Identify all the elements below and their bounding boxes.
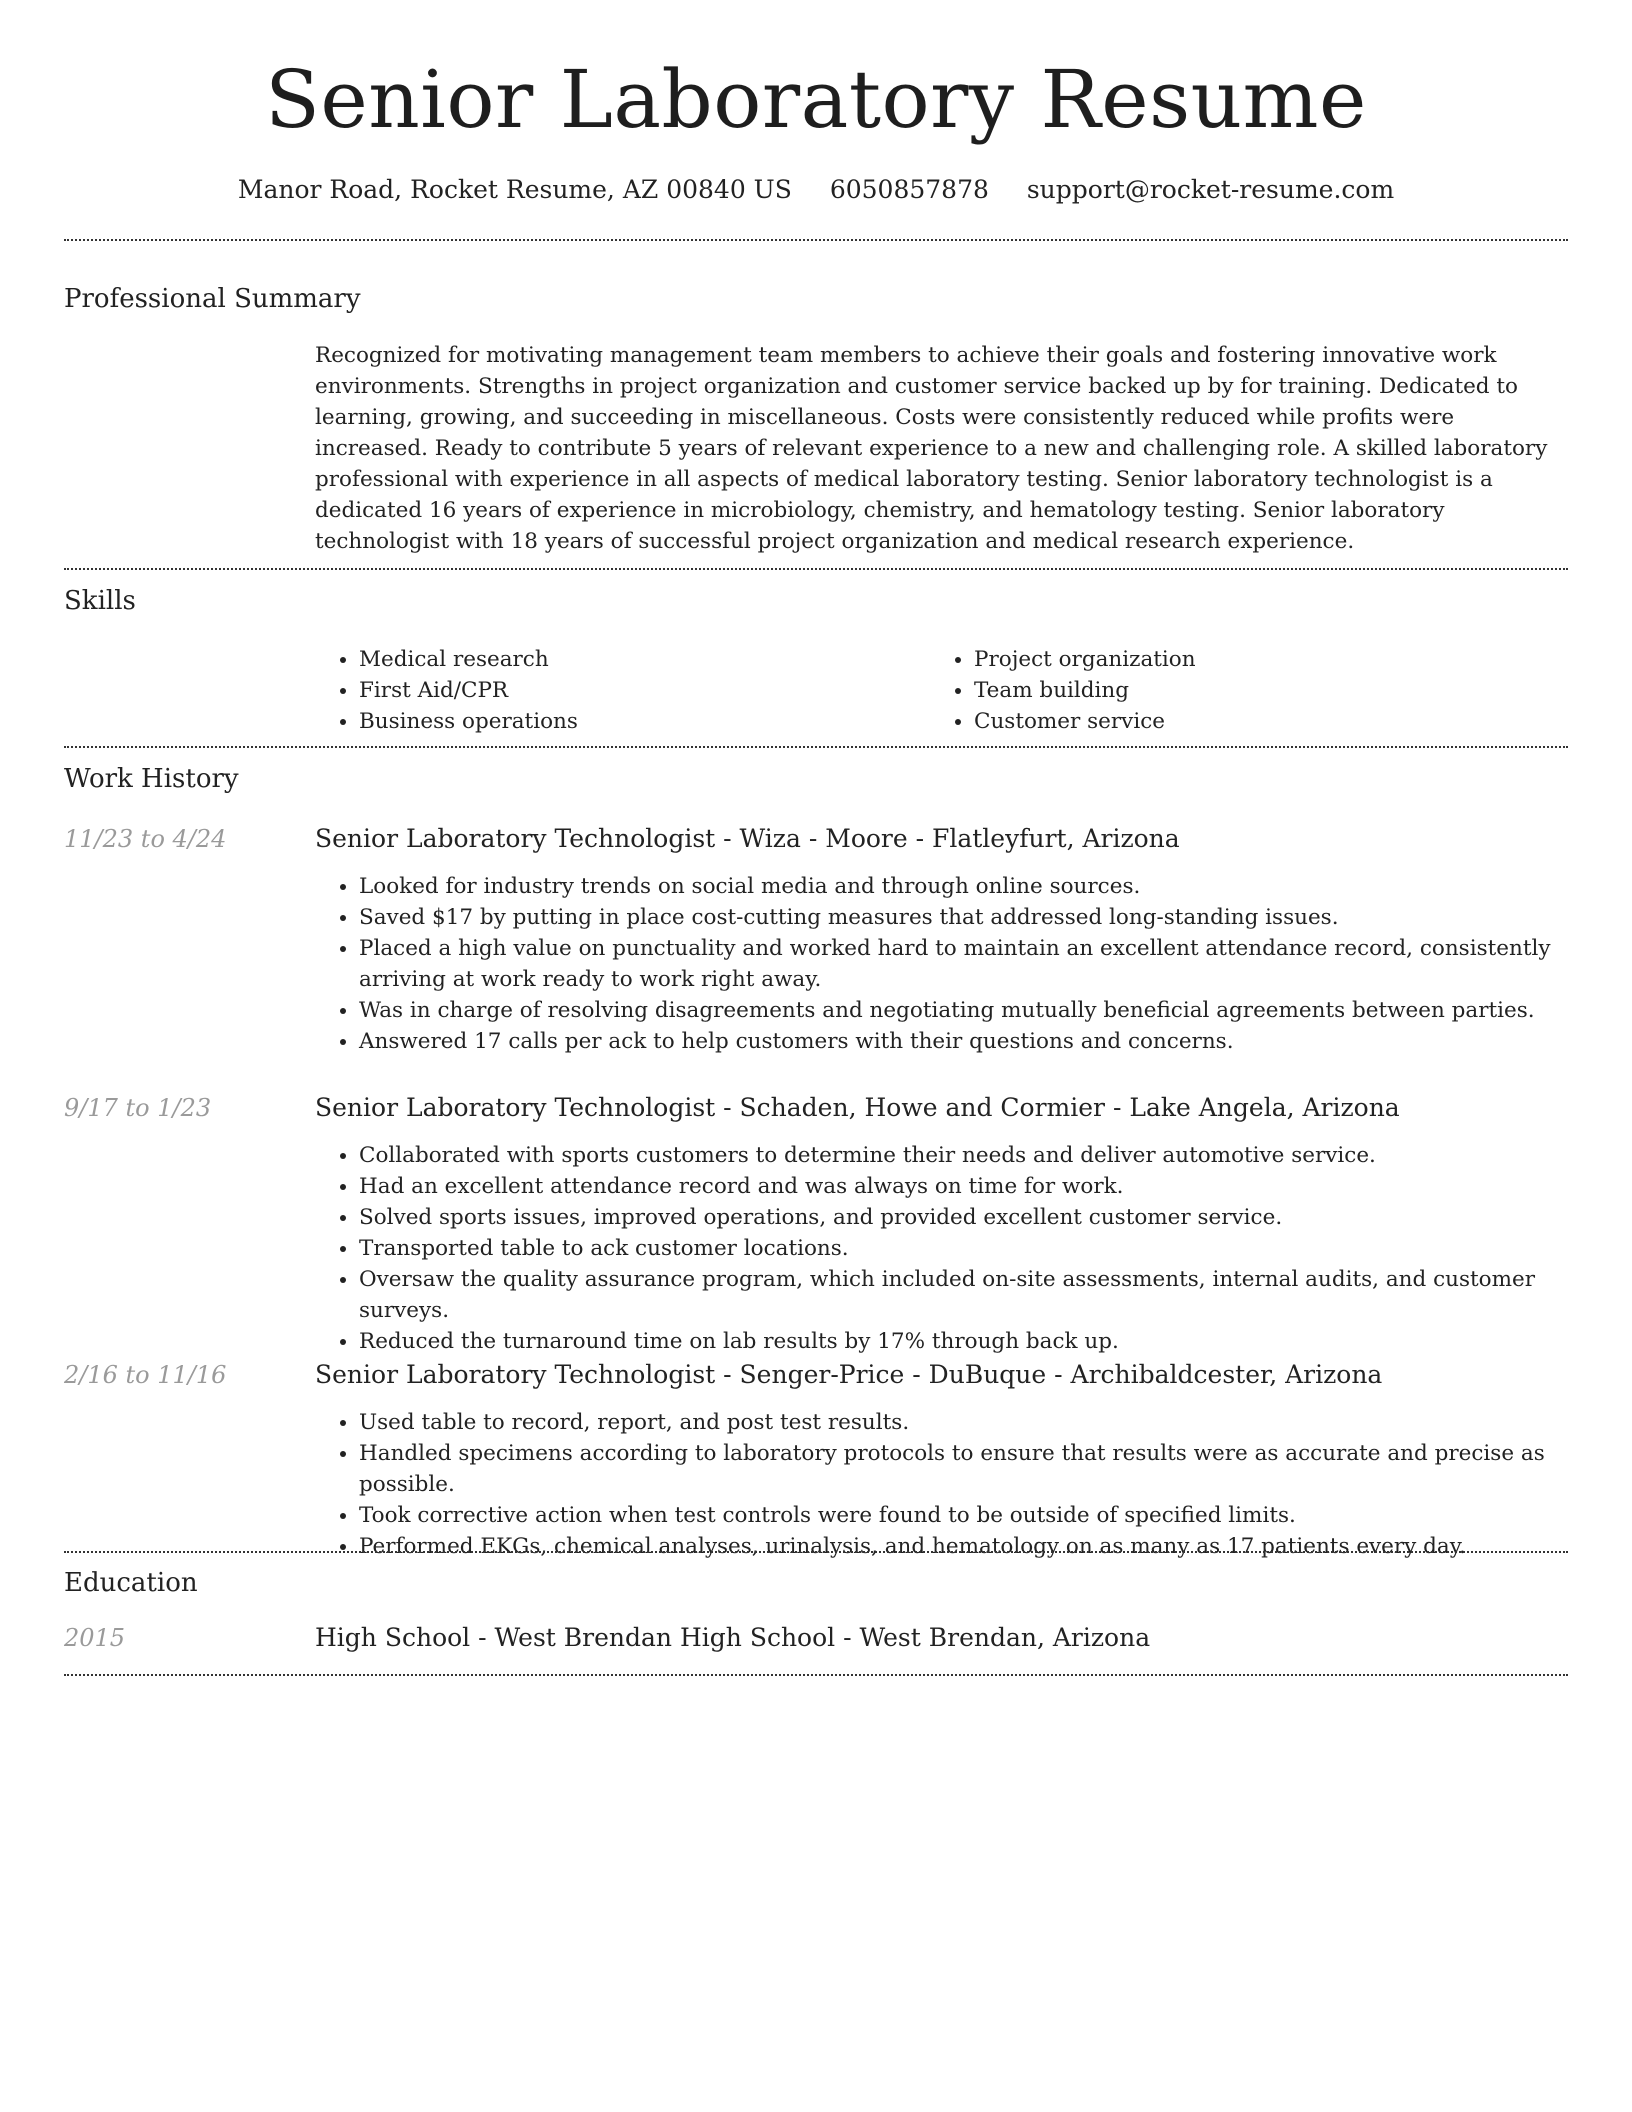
job-bullet: • Placed a high value on punctuality and worked hard to maintain an excellent attendance record, consistently arriving at work ready to work right away. — [359, 933, 1570, 995]
divider — [64, 239, 1568, 241]
job-bullet: • Collaborated with sports customers to determine their needs and deliver automotive service. — [359, 1140, 1570, 1171]
divider — [64, 1674, 1568, 1676]
job-title: Senior Laboratory Technologist - Schaden, Howe and Cormier - Lake Angela, Arizona — [315, 1093, 1400, 1122]
skills-heading: Skills — [64, 586, 136, 616]
job-dates: 11/23 to 4/24 — [64, 825, 227, 853]
divider — [64, 746, 1568, 748]
job-bullet: • Used table to record, report, and post test results. — [359, 1407, 1570, 1438]
email-text: support@rocket-resume.com — [1026, 175, 1395, 204]
skill-item: • Medical research — [359, 644, 578, 675]
summary-heading: Professional Summary — [64, 284, 361, 314]
job-bullet: • Performed EKGs, chemical analyses, urinalysis, and hematology on as many as 17 patients every day. — [359, 1531, 1570, 1562]
job-bullet: • Saved $17 by putting in place cost-cutting measures that addressed long-standing issues. — [359, 902, 1570, 933]
divider — [64, 1551, 1568, 1553]
skill-item: • Team building — [974, 675, 1196, 706]
skills-column-2 — [930, 644, 1196, 737]
contact-line — [0, 170, 1632, 210]
job-bullet: • Took corrective action when test controls were found to be outside of specified limits. — [359, 1500, 1570, 1531]
job-dates: 9/17 to 1/23 — [64, 1094, 212, 1122]
job-bullet: • Looked for industry trends on social media and through online sources. — [359, 871, 1570, 902]
phone-text: 6050857878 — [829, 175, 989, 204]
skill-item: • First Aid/CPR — [359, 675, 578, 706]
education-dates: 2015 — [64, 1624, 126, 1652]
divider — [64, 568, 1568, 570]
job-bullets — [315, 1140, 1570, 1357]
job-title: Senior Laboratory Technologist - Wiza - Moore - Flatleyfurt, Arizona — [315, 824, 1180, 853]
job-bullet: • Handled specimens according to laboratory protocols to ensure that results were as accurate and precise as possible. — [359, 1438, 1570, 1500]
skill-item: • Customer service — [974, 706, 1196, 737]
education-heading: Education — [64, 1568, 198, 1598]
job-bullets — [315, 871, 1570, 1057]
job-bullet: • Had an excellent attendance record and was always on time for work. — [359, 1171, 1570, 1202]
work-history-heading: Work History — [64, 764, 239, 794]
education-title: High School - West Brendan High School - West Brendan, Arizona — [315, 1623, 1151, 1652]
skill-item: • Project organization — [974, 644, 1196, 675]
job-bullet: • Was in charge of resolving disagreements and negotiating mutually beneficial agreements between parties. — [359, 995, 1570, 1026]
job-bullet: • Reduced the turnaround time on lab results by 17% through back up. — [359, 1326, 1570, 1357]
page-title: Senior Laboratory Resume — [265, 53, 1367, 146]
job-bullets — [315, 1407, 1570, 1562]
summary-text: Recognized for motivating management team members to achieve their goals and fostering innovative work environments. Strengths in project organization and customer service backed up by for training. Dedicated to learning, growing, and succeeding in miscellaneous. Costs were consistently reduced while profits were increased. Ready to contribute 5 years of relevant experience to a new and challenging role. A skilled laboratory professional with experience in all aspects of medical laboratory testing. Senior laboratory technologist is a dedicated 16 years of experience in microbiology, chemistry, and hematology testing. Senior laboratory technologist with 18 years of successful project organization and medical research experience. — [315, 343, 1548, 554]
address-text: Manor Road, Rocket Resume, AZ 00840 US — [237, 175, 792, 204]
job-bullet: • Solved sports issues, improved operations, and provided excellent customer service. — [359, 1202, 1570, 1233]
job-title: Senior Laboratory Technologist - Senger-Price - DuBuque - Archibaldcester, Arizona — [315, 1360, 1383, 1389]
skills-column-1 — [315, 644, 578, 737]
job-bullet: • Oversaw the quality assurance program, which included on-site assessments, internal audits, and customer surveys. — [359, 1264, 1570, 1326]
skill-item: • Business operations — [359, 706, 578, 737]
job-bullet: • Answered 17 calls per ack to help customers with their questions and concerns. — [359, 1026, 1570, 1057]
job-bullet: • Transported table to ack customer locations. — [359, 1233, 1570, 1264]
job-dates: 2/16 to 11/16 — [64, 1361, 227, 1389]
